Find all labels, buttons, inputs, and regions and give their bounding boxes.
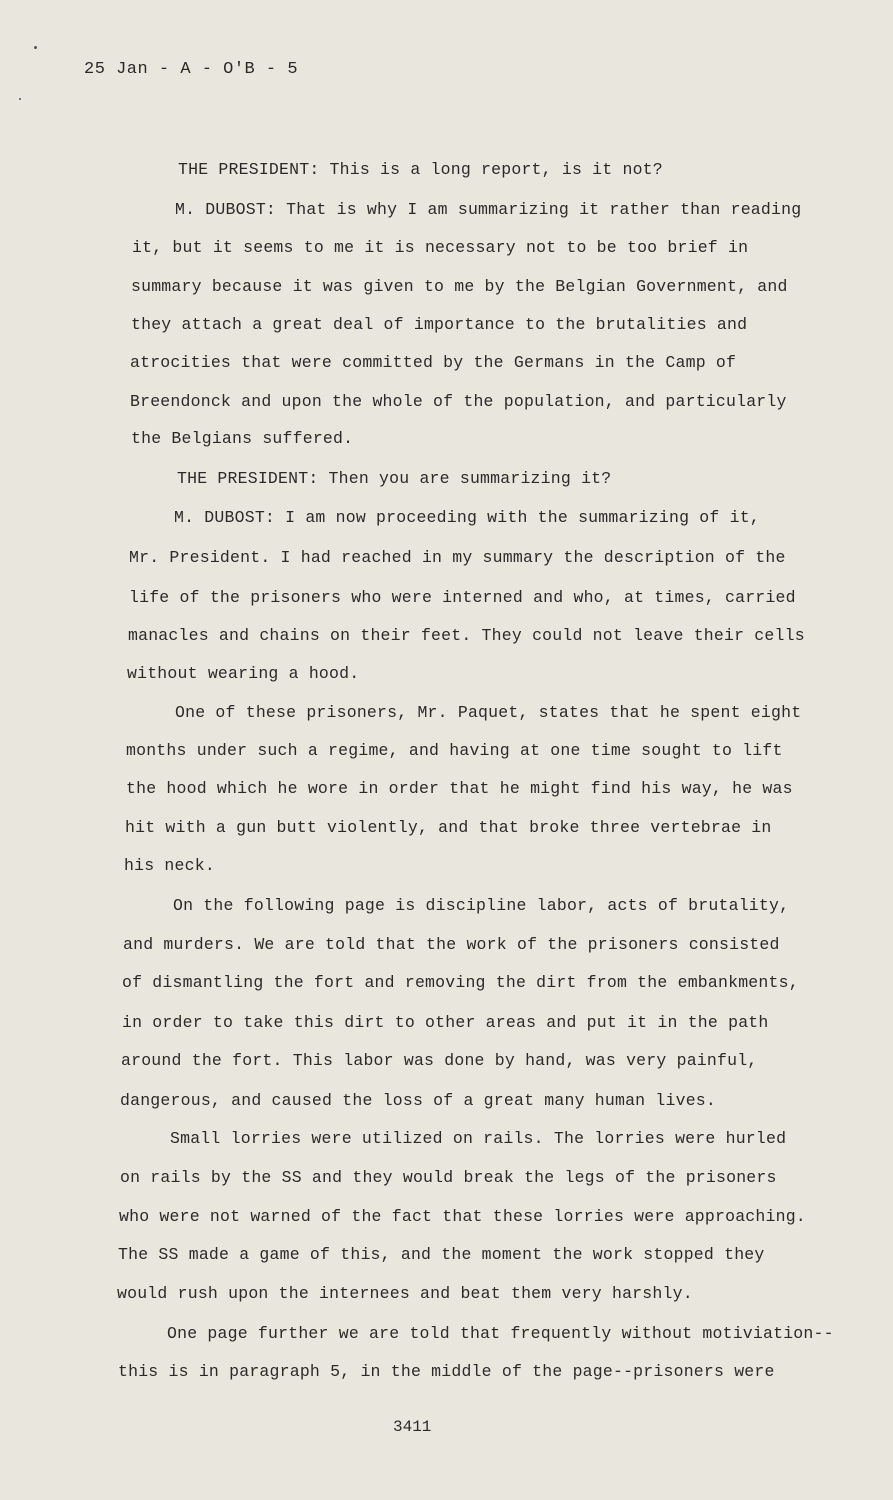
text-line: manacles and chains on their feet. They could not leave their cells xyxy=(128,626,805,645)
paper-speck xyxy=(19,98,21,100)
text-line: without wearing a hood. xyxy=(127,664,360,683)
text-line: on rails by the SS and they would break the legs of the prisoners xyxy=(120,1168,777,1187)
text-line: M. DUBOST: That is why I am summarizing it rather than reading xyxy=(175,200,802,219)
text-line: the Belgians suffered. xyxy=(131,429,354,448)
text-line: it, but it seems to me it is necessary not to be too brief in xyxy=(132,238,749,257)
text-line: M. DUBOST: I am now proceeding with the summarizing of it, xyxy=(174,508,760,527)
text-line: dangerous, and caused the loss of a great many human lives. xyxy=(120,1091,716,1110)
text-line: of dismantling the fort and removing the dirt from the embankments, xyxy=(122,973,799,992)
text-line: THE PRESIDENT: Then you are summarizing it? xyxy=(177,469,612,488)
text-line: life of the prisoners who were interned and who, at times, carried xyxy=(129,588,796,607)
text-line: this is in paragraph 5, in the middle of the page--prisoners were xyxy=(118,1362,775,1381)
text-line: summary because it was given to me by the Belgian Government, and xyxy=(131,277,788,296)
text-line: THE PRESIDENT: This is a long report, is it not? xyxy=(178,160,663,179)
text-line: they attach a great deal of importance to the brutalities and xyxy=(131,315,748,334)
text-line: atrocities that were committed by the Germans in the Camp of xyxy=(130,353,737,372)
text-line: On the following page is discipline labor, acts of brutality, xyxy=(173,896,790,915)
page-header: 25 Jan - A - O'B - 5 xyxy=(84,60,299,79)
text-line: and murders. We are told that the work of the prisoners consisted xyxy=(123,935,780,954)
text-line: months under such a regime, and having at one time sought to lift xyxy=(126,741,783,760)
page-number: 3411 xyxy=(393,1418,432,1436)
text-line: The SS made a game of this, and the moment the work stopped they xyxy=(118,1245,765,1264)
text-line: One page further we are told that frequently without motiviation-- xyxy=(167,1324,834,1343)
text-line: Mr. President. I had reached in my summary the description of the xyxy=(129,548,786,567)
paper-speck xyxy=(34,46,37,49)
text-line: would rush upon the internees and beat them very harshly. xyxy=(117,1284,693,1303)
text-line: who were not warned of the fact that these lorries were approaching. xyxy=(119,1207,806,1226)
text-line: hit with a gun butt violently, and that broke three vertebrae in xyxy=(125,818,772,837)
text-line: Breendonck and upon the whole of the population, and particularly xyxy=(130,392,787,411)
text-line: Small lorries were utilized on rails. The lorries were hurled xyxy=(170,1129,787,1148)
text-line: his neck. xyxy=(124,856,215,875)
text-line: in order to take this dirt to other areas and put it in the path xyxy=(122,1013,769,1032)
text-line: the hood which he wore in order that he might find his way, he was xyxy=(126,779,793,798)
text-line: around the fort. This labor was done by hand, was very painful, xyxy=(121,1051,758,1070)
text-line: One of these prisoners, Mr. Paquet, states that he spent eight xyxy=(175,703,802,722)
